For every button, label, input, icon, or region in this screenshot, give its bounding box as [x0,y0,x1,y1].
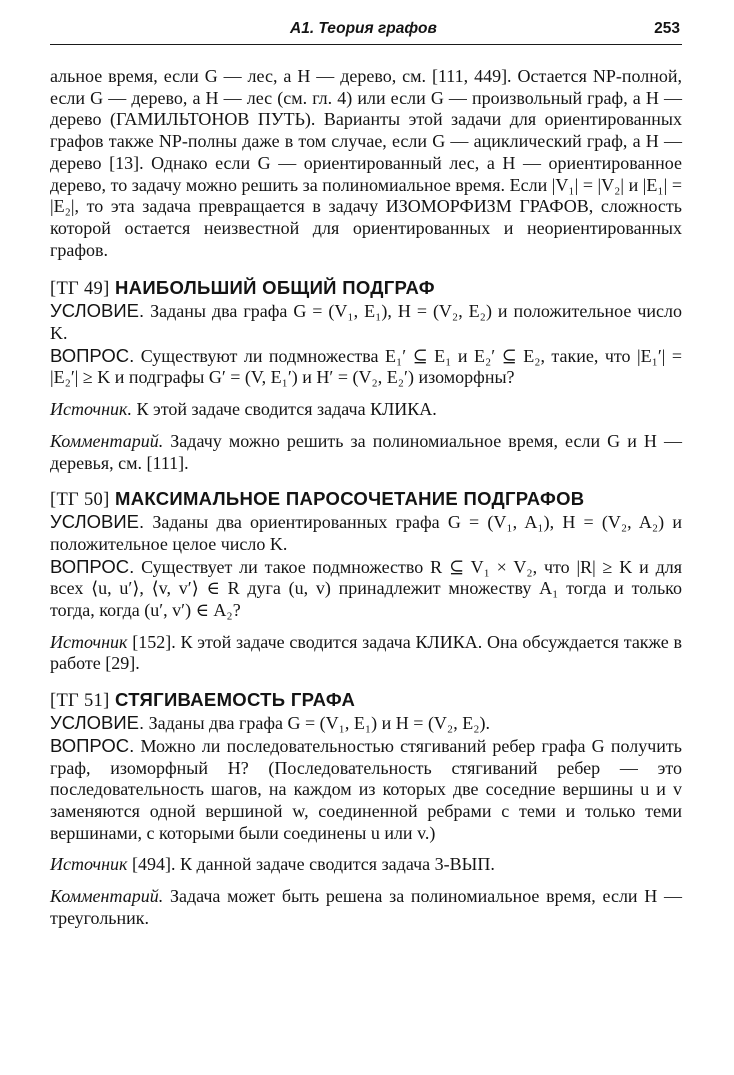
question-text: Существует ли такое подмножество R ⊆ V₁ × V₂, что |R| ≥ K и для всех ⟨u, u′⟩, ⟨v, v′⟩ ∈ R дуга (u, v) принадлежит множеству A₁ тогда и только тогда, когда (u′, v′) ∈ A₂? [50,556,682,621]
problem-tg51 [50,689,682,929]
problem-condition [50,300,682,344]
problem-heading [50,277,682,300]
question-label: ВОПРОС. [50,555,135,577]
problem-question [50,735,682,845]
problem-title: МАКСИМАЛЬНОЕ ПАРОСОЧЕТАНИЕ ПОДГРАФОВ [115,488,585,510]
problem-comment [50,886,682,929]
condition-label: УСЛОВИЕ. [50,300,145,322]
problem-title: НАИБОЛЬШИЙ ОБЩИЙ ПОДГРАФ [115,277,435,299]
problem-tg49 [50,277,682,474]
problem-title: СТЯГИВАЕМОСТЬ ГРАФА [115,689,356,711]
source-text: [152]. К этой задаче сводится задача КЛИКА. Она обсуждается также в работе [29]. [50,631,683,674]
page-body [50,66,682,944]
comment-text: Задачу можно решить за полиномиальное время, если G и H — деревья, см. [111]. [50,430,682,473]
source-label: Источник. [50,399,132,420]
question-text: Существуют ли подмножества E₁′ ⊆ E₁ и E₂′ ⊆ E₂, такие, что |E₁′| = |E₂′| ≥ K и подграфы G′ = (V, E₁′) и H′ = (V₂, E₂′) изоморфны? [50,345,683,388]
problem-code: [ТГ 51] [50,691,110,712]
condition-text: Заданы два ориентированных графа G = (V₁, A₁), H = (V₂, A₂) и положительное целое число K. [50,512,682,554]
question-text: Можно ли последовательностью стягиваний ребер графа G получить граф, изоморфный H? (Последовательность стягиваний ребер — это последовательность шагов, на каждом из которых две соседние вершины u и v заменяются одной вершиной w, соединенной ребрами с теми и только теми вершинами, с которыми были соединены u или v.) [50,735,682,843]
comment-label: Комментарий. [50,886,164,907]
problem-heading [50,689,682,712]
problem-code: [ТГ 49] [50,279,110,300]
problem-condition [50,511,682,555]
source-text: [494]. К данной задаче сводится задача 3-ВЫП. [131,854,495,875]
source-label: Источник [50,631,128,652]
intro-paragraph: альное время, если G — лес, а H — дерево, см. [111, 449]. Остается NP-полной, если G — дерево, а H — лес (см. гл. 4) или если G — произвольный граф, а H — дерево (ГАМИЛЬТОНОВ ПУТЬ). Варианты этой задачи для ориентированных графов также NP-полны даже в том случае, если G — ациклический граф, а H — дерево [13]. Однако если G — ориентированный лес, а H — ориентированное дерево, то задачу можно решить за полиномиальное время. Если |V₁| = |V₂| и |E₁| = |E₂|, то эта задача превращается в задачу ИЗОМОРФИЗМ ГРАФОВ, сложность которой остается неизвестной для ориентированных и неориентированных графов. [50,66,682,260]
page-number: 253 [654,20,680,37]
condition-label: УСЛОВИЕ. [50,712,145,734]
problem-code: [ТГ 50] [50,490,110,511]
question-label: ВОПРОС. [50,344,135,366]
problem-heading [50,488,682,511]
running-title: A1. Теория графов [290,20,437,37]
problem-tg50 [50,488,682,675]
comment-text: Задача может быть решена за полиномиальное время, если H — треугольник. [50,886,682,928]
source-label: Источник [50,854,128,875]
condition-label: УСЛОВИЕ. [50,511,145,533]
problem-source [50,854,682,876]
page-header [50,18,682,45]
comment-label: Комментарий. [50,430,164,451]
problem-condition [50,712,682,735]
problem-source [50,632,682,675]
source-text: К этой задаче сводится задача КЛИКА. [136,399,437,420]
problem-comment [50,431,682,474]
condition-text: Заданы два графа G = (V₁, E₁), H = (V₂, E₂) и положительное число K. [50,301,683,344]
problem-question [50,345,682,389]
problem-question [50,556,682,622]
question-label: ВОПРОС. [50,734,135,756]
condition-text: Заданы два графа G = (V₁, E₁) и H = (V₂, E₂). [148,713,490,734]
problem-source [50,399,682,421]
